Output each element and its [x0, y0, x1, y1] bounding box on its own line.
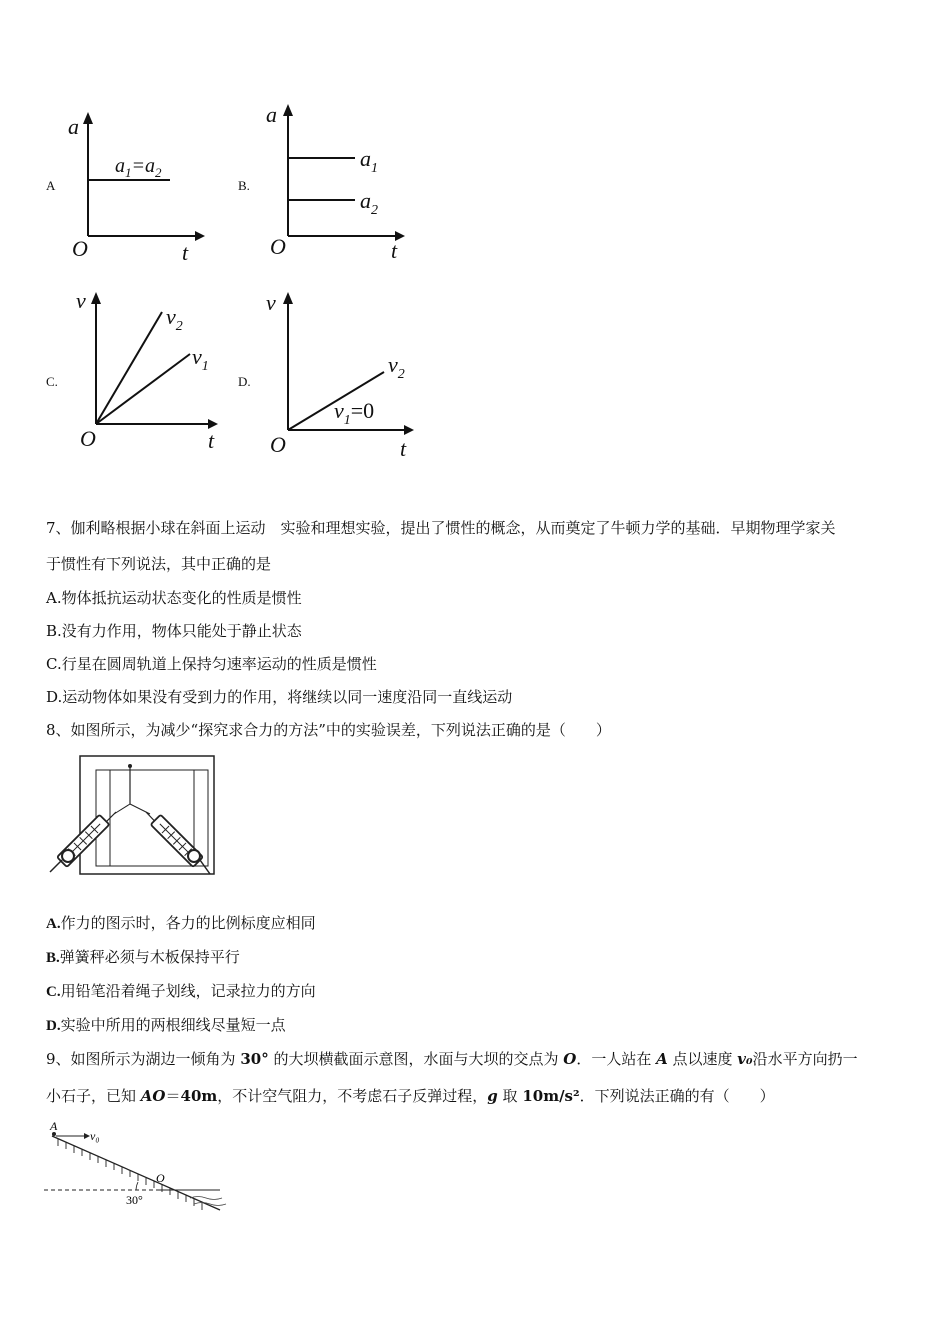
q7-option-c: C.行星在圆周轨道上保持匀速率运动的性质是惯性	[46, 655, 377, 673]
q8-option-a: A.作力的图示时，各力的比例标度应相同	[46, 914, 316, 932]
graph-d	[262, 286, 432, 466]
graph-b-line2-sub: 2	[371, 203, 378, 218]
q7-stem-line2: 于惯性有下列说法，其中正确的是	[46, 555, 272, 573]
graph-c-origin: O	[80, 426, 96, 451]
graph-c	[70, 284, 230, 459]
svg-text:v2	[166, 304, 183, 334]
q7-option-b: B.没有力作用，物体只能处于静止状态	[46, 622, 302, 640]
q8-option-c: C.用铅笔沿着绳子划线，记录拉力的方向	[46, 982, 316, 1000]
graph-d-line1-sub: 2	[397, 367, 405, 382]
option-label-d: D.	[238, 374, 251, 389]
graph-b-origin: O	[270, 234, 286, 259]
option-label-c: C.	[46, 374, 58, 389]
q9-point-o-label: O	[156, 1171, 165, 1185]
graph-a-y-label: a	[68, 114, 79, 139]
svg-text:a1	[360, 146, 378, 176]
graph-a	[60, 110, 210, 270]
graph-b	[260, 98, 420, 268]
q7-option-a: A.物体抵抗运动状态变化的性质是惯性	[46, 589, 302, 607]
graph-b-line1-label: a	[360, 146, 371, 171]
q9-stem-line2: 小石子，已知 AO＝40m，不计空气阻力，不考虑石子反弹过程，g 取 10m/s²．下列说法正确的有（ ）	[46, 1087, 775, 1105]
graph-c-line1-sub: 2	[175, 319, 183, 334]
graph-a-line-label: $a_1=a_2$	[115, 155, 162, 180]
graph-d-origin: O	[270, 432, 286, 457]
svg-text:a2	[360, 188, 378, 218]
option-label-a: A	[46, 178, 56, 193]
graph-d-x-label: t	[400, 436, 407, 461]
graph-a-origin: O	[72, 236, 88, 261]
q9-dam-figure	[40, 1118, 240, 1218]
q8-force-board-figure	[46, 752, 221, 884]
q7-option-d: D.运动物体如果没有受到力的作用，将继续以同一速度沿同一直线运动	[46, 688, 513, 706]
graph-b-y-label: a	[266, 102, 277, 127]
q8-option-d: D.实验中所用的两根细线尽量短一点	[46, 1016, 286, 1034]
q9-point-a-label: A	[50, 1119, 58, 1133]
graph-b-line2-label: a	[360, 188, 371, 213]
graph-c-x-label: t	[208, 428, 215, 453]
graph-b-x-label: t	[391, 238, 398, 263]
q9-angle-label: 30°	[126, 1193, 143, 1207]
q8-stem: 8、如图所示，为减少“探究求合力的方法”中的实验误差，下列说法正确的是（ ）	[46, 721, 611, 739]
graph-d-line2-label: v	[334, 398, 344, 423]
svg-text:v2	[388, 352, 405, 382]
q8-option-b: B.弹簧秤必须与木板保持平行	[46, 948, 240, 966]
graph-c-y-label: v	[76, 288, 86, 313]
graph-c-line1-label: v	[166, 304, 176, 329]
svg-text:v1	[192, 344, 209, 374]
q7-stem-line1: 7、伽利略根据小球在斜面上运动 实验和理想实验，提出了惯性的概念，从而奠定了牛顿力学的基础．早期物理学家关	[46, 519, 836, 537]
q9-stem-line1: 9、如图所示为湖边一倾角为 30° 的大坝横截面示意图，水面与大坝的交点为 O．一人站在 A 点以速度 v₀沿水平方向扔一	[46, 1050, 858, 1068]
graph-c-line2-label: v	[192, 344, 202, 369]
graph-b-line1-sub: 1	[371, 161, 378, 176]
option-label-b: B.	[238, 178, 250, 193]
graph-d-line1-label: v	[388, 352, 398, 377]
graph-c-line2-sub: 1	[201, 359, 209, 374]
graph-d-line2-suffix: =0	[350, 398, 375, 423]
q9-velocity-label: v₀	[90, 1129, 100, 1143]
graph-a-x-label: t	[182, 240, 189, 265]
svg-text:v1=0	[334, 398, 374, 428]
graph-d-line2-sub: 1	[343, 413, 351, 428]
graph-d-y-label: v	[266, 290, 276, 315]
